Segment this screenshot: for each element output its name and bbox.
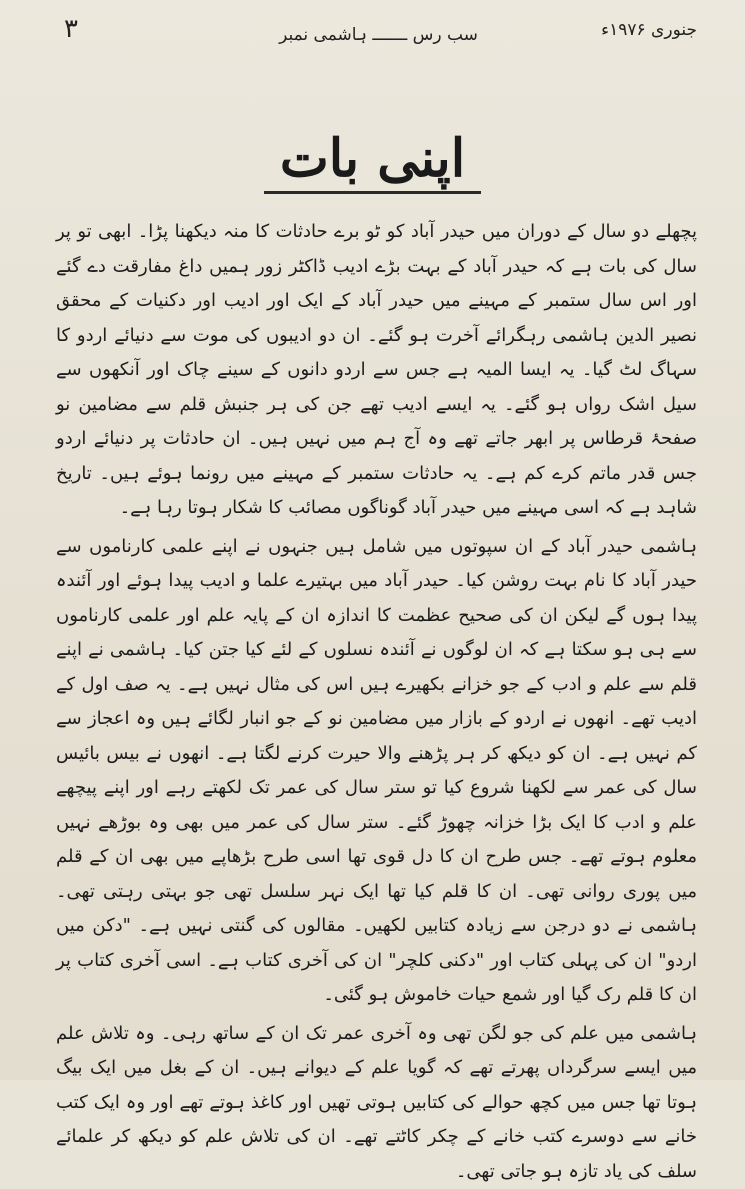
article-title: اپنی بات [264, 130, 481, 194]
paragraph: ہاشمی میں علم کی جو لگن تھی وہ آخری عمر تک ان کے ساتھ رہی۔ وہ تلاش علم میں ایسے سرگرداں پھرتے تھے کہ گویا علم کے دیوانے ہیں۔ ان کے بغل میں ایک بیگ ہوتا تھا جس میں کچھ حوالے کی کتابیں ہوتی تھیں اور کاغذ ہوتے تھے اور وہ ایک کتب خانے سے دوسرے کتب خانے کے چکر کاٹتے تھے۔ ان کی تلاش علم کو دیکھ کر علمائے سلف کی یاد تازہ ہو جاتی تھی۔ [56, 1017, 697, 1189]
page-header [60, 14, 697, 54]
article-body [56, 215, 697, 1189]
paragraph: پچھلے دو سال کے دوران میں حیدر آباد کو ٹو برے حادثات کا منہ دیکھنا پڑا۔ ابھی تو پر سال کی بات ہے کہ حیدر آباد کے بہت بڑے ادیب ڈاکٹر زور ہمیں داغ مفارقت دے گئے اور اس سال ستمبر کے مہینے میں حیدر آباد کے ایک اور ادیب اور دکنیات کے محقق نصیر الدین ہاشمی رہگرائے آخرت ہو گئے۔ ان دو ادیبوں کی موت سے دنیائے اردو کا سہاگ لٹ گیا۔ یہ ایسا المیہ ہے جس سے اردو دانوں کے سینے چاک اور آنکھوں سے سیل اشک رواں ہو گئے۔ یہ ایسے ادیب تھے جن کی ہر جنبش قلم سے مضامین نو صفحۂ قرطاس پر ابھر جاتے تھے وہ آج ہم میں نہیں ہیں۔ ان حادثات پر دنیائے اردو جس قدر ماتم کرے کم ہے۔ یہ حادثات ستمبر کے مہینے میں رونما ہوئے ہیں۔ تاریخ شاہد ہے کہ اسی مہینے میں حیدر آباد گوناگوں مصائب کا شکار ہوتا رہا ہے۔ [56, 215, 697, 526]
page-number: ۳ [64, 14, 78, 44]
issue-date: جنوری ۱۹۷۶ء [601, 20, 697, 40]
paragraph: ہاشمی حیدر آباد کے ان سپوتوں میں شامل ہیں جنہوں نے اپنے علمی کارناموں سے حیدر آباد کا نام بہت روشن کیا۔ حیدر آباد میں بہتیرے علما و ادیب پیدا ہوئے اور آئندہ پیدا ہوں گے لیکن ان کی صحیح عظمت کا اندازہ ان کے پایہ علم اور علمی کارناموں سے ہی ہو سکتا ہے کہ ان لوگوں نے آئندہ نسلوں کے لئے کیا جتن کیا۔ ہاشمی نے اپنے قلم سے علم و ادب کے جو خزانے بکھیرے ہیں اس کی مثال نہیں ہے۔ یہ صف اول کے ادیب تھے۔ انھوں نے اردو کے بازار میں مضامین نو کے جو انبار لگائے ہیں وہ اعجاز سے کم نہیں ہے۔ ان کو دیکھ کر ہر پڑھنے والا حیرت کرنے لگتا ہے۔ انھوں نے بیس بائیس سال کی عمر سے لکھنا شروع کیا تو ستر سال کی عمر تک لکھتے رہے اور اپنے پیچھے علم و ادب کا ایک بڑا خزانہ چھوڑ گئے۔ ستر سال کی عمر میں بھی وہ بوڑھے نہیں معلوم ہوتے تھے۔ جس طرح ان کا دل قوی تھا اسی طرح بڑھاپے میں بھی ان کے قلم میں پوری روانی تھی۔ ان کا قلم کیا تھا ایک نہر سلسل تھی جو بہتی رہتی تھی۔ ہاشمی نے دو درجن سے زیادہ کتابیں لکھیں۔ مقالوں کی گنتی نہیں ہے۔ "دکن میں اردو" ان کی پہلی کتاب اور "دکنی کلچر" ان کی آخری کتاب ہے۔ اسی آخری کتاب پر ان کا قلم رک گیا اور شمع حیات خاموش ہو گئی۔ [56, 530, 697, 1013]
running-title: سب رس ـــــــ ہاشمی نمبر [279, 24, 478, 45]
article-title-wrap [0, 130, 745, 194]
